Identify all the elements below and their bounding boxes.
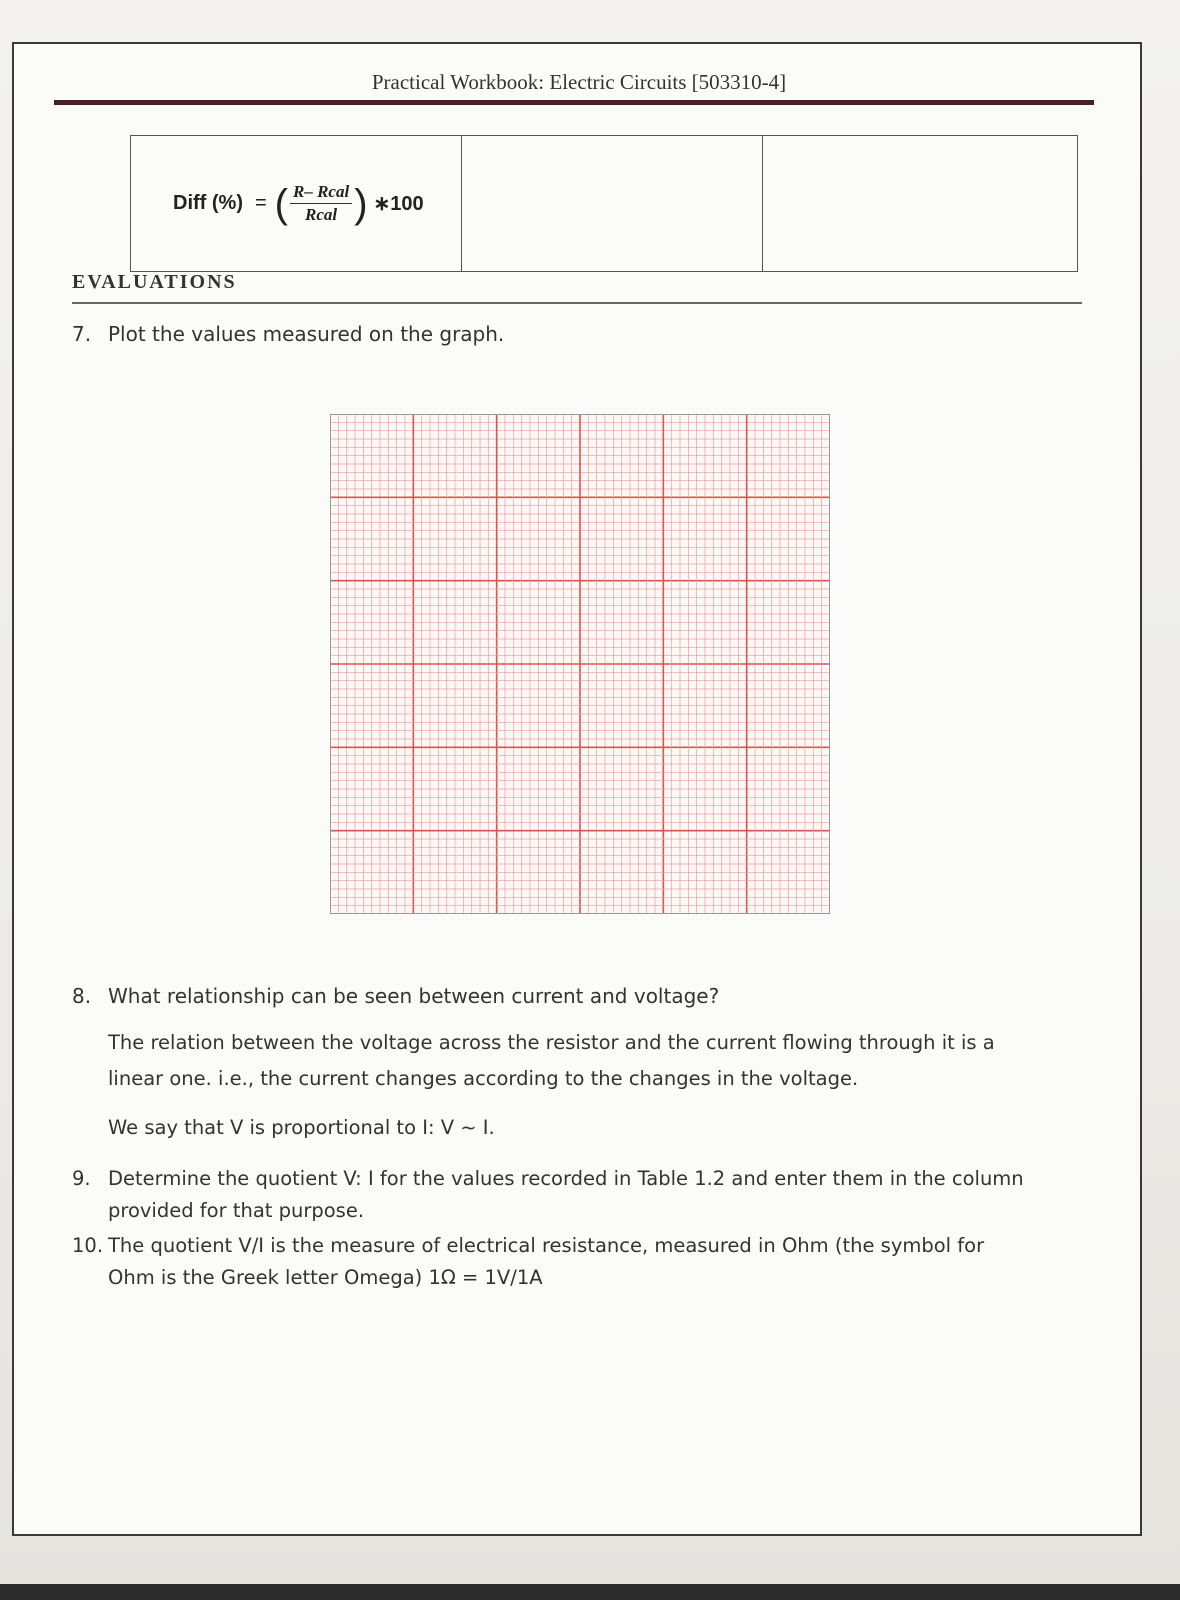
formula-cell: [131, 136, 462, 272]
formula-label: Diff (%): [173, 192, 243, 214]
answer-line: The relation between the voltage across the resistor and the current flowing through it is a: [108, 1031, 995, 1054]
value-cell-2[interactable]: [763, 136, 1078, 272]
question-10: [72, 1228, 984, 1296]
section-heading: EVALUATIONS: [72, 271, 237, 293]
fraction-denominator: Rcal: [305, 205, 338, 224]
formula-multiplier: ∗100: [373, 193, 424, 215]
answer-8-paragraph-1: [108, 1025, 995, 1097]
question-9: [72, 1161, 1024, 1229]
section-rule: [72, 302, 1082, 304]
answer-line: We say that V is proportional to I: V ~ I.: [108, 1116, 495, 1139]
question-number: 9.: [72, 1167, 91, 1190]
question-number: 7.: [72, 322, 92, 346]
graph-paper[interactable]: [330, 414, 830, 914]
workbook-page: [12, 42, 1142, 1536]
value-cell-1[interactable]: [462, 136, 763, 272]
header-rule: [54, 100, 1094, 105]
close-paren: ): [354, 181, 368, 226]
diff-formula: [131, 182, 461, 225]
question-7: [72, 322, 504, 346]
question-8: [72, 984, 719, 1008]
formula-fraction: [290, 182, 352, 225]
formula-equals: =: [254, 192, 267, 214]
question-number: 10.: [72, 1234, 104, 1257]
difference-table: [130, 135, 1078, 272]
question-9-first-line: [72, 1161, 1024, 1197]
question-line: Determine the quotient V: I for the values recorded in Table 1.2 and enter them in the column: [108, 1167, 1024, 1190]
page-header-title: Practical Workbook: Electric Circuits [503310-4]: [371, 70, 787, 94]
fraction-numerator: R– Rcal: [290, 182, 352, 204]
question-line: The quotient V/I is the measure of electrical resistance, measured in Ohm (the symbol for: [108, 1234, 985, 1257]
answer-8-paragraph-2: [108, 1110, 495, 1146]
question-line: provided for that purpose.: [108, 1199, 365, 1222]
question-10-first-line: [72, 1228, 984, 1264]
question-text: Plot the values measured on the graph.: [108, 322, 505, 346]
question-text: What relationship can be seen between current and voltage?: [108, 984, 720, 1008]
question-number: 8.: [72, 984, 92, 1008]
open-paren: (: [274, 181, 288, 226]
question-line: Ohm is the Greek letter Omega) 1Ω = 1V/1A: [108, 1266, 543, 1289]
answer-line: linear one. i.e., the current changes according to the changes in the voltage.: [108, 1067, 859, 1090]
bottom-edge: [0, 1584, 1180, 1600]
